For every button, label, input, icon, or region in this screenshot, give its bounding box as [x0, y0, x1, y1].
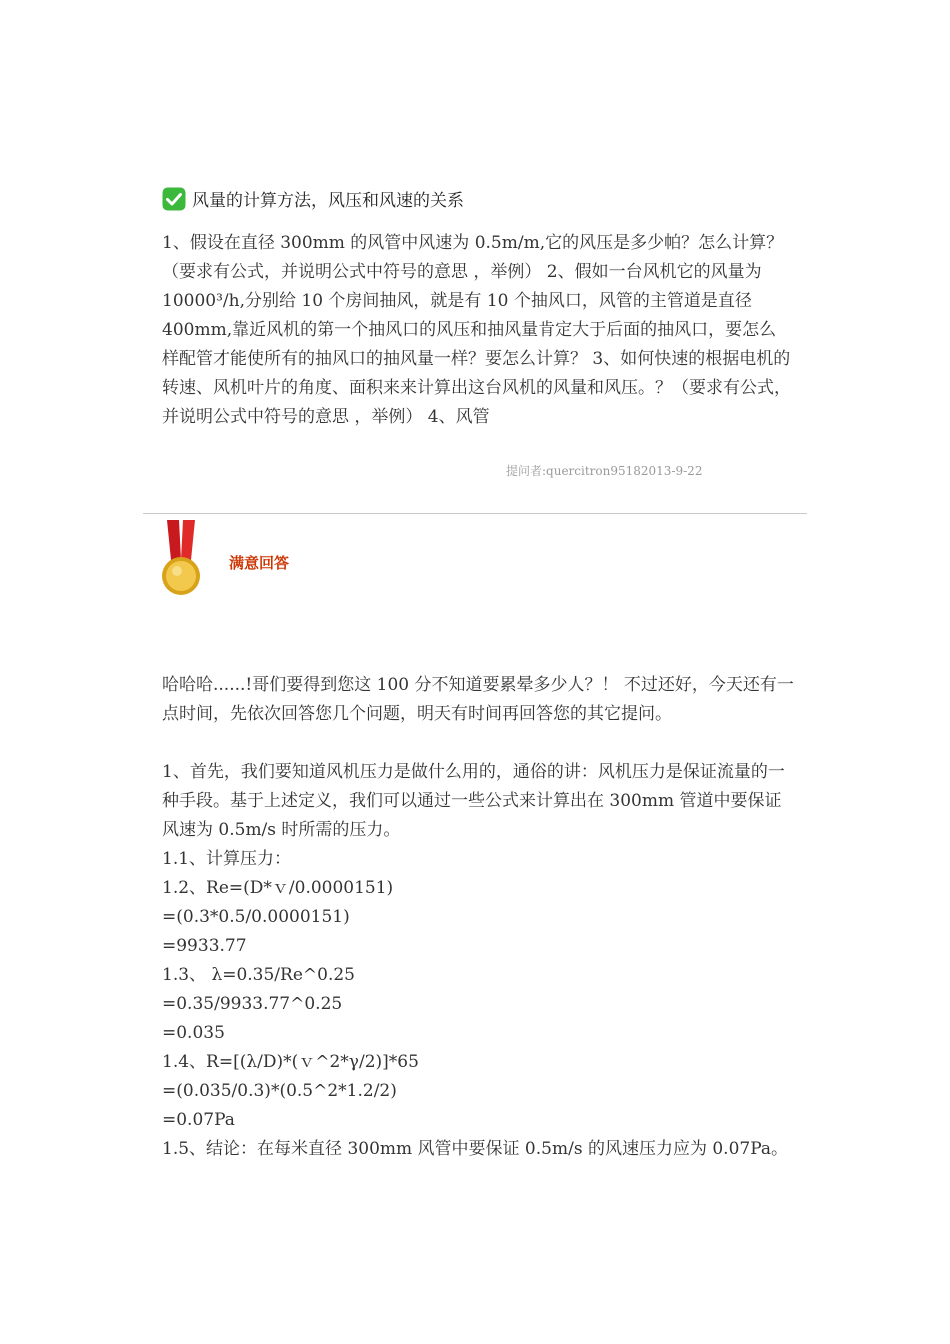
question-title: 风量的计算方法，风压和风速的关系 — [192, 191, 464, 211]
answer-body — [162, 671, 797, 1164]
medal-icon — [158, 520, 204, 600]
asker-info: 提问者:quercitron95182013-9-22 — [506, 464, 703, 478]
calc-line: =(0.035/0.3)*(0.5^2*1.2/2) — [162, 1081, 397, 1101]
answer-paragraph: 1、首先，我们要知道风机压力是做什么用的，通俗的讲：风机压力是保证流量的一种手段。基于上述定义，我们可以通过一些公式来计算出在 300mm 管道中要保证风速为 0.5m/s 时所需的压力。 — [162, 762, 785, 840]
best-answer-label: 满意回答 — [229, 554, 290, 572]
calc-line: 1.3、 λ=0.35/Re^0.25 — [162, 965, 355, 985]
calc-line: =(0.3*0.5/0.0000151) — [162, 907, 350, 927]
answer-conclusion: 1.5、结论：在每米直径 300mm 风管中要保证 0.5m/s 的风速压力应为 0.07Pa。 — [162, 1139, 789, 1159]
question-body: 1、假设在直径 300mm 的风管中风速为 0.5m/m,它的风压是多少帕？怎么计算？（要求有公式，并说明公式中符号的意思 ，举例） 2、假如一台风机它的风量为 10000³/h,分别给 10 个房间抽风，就是有 10 个抽风口，风管的主管道是直径 400mm,靠近风机的第一个抽风口的风压和抽风量肯定大于后面的抽风口，要怎么样配管才能使所有的抽风口的抽风量一样？要怎么计算？ 3、如何快速的根据电机的转速、风机叶片的角度、面积来来计算出这台风机的风量和风压。？（要求有公式，并说明公式中符号的意思 ，举例） 4、风管 — [162, 233, 791, 427]
check-icon — [162, 187, 186, 211]
calc-line: 1.1、计算压力： — [162, 849, 292, 869]
section-divider — [143, 513, 807, 514]
calc-line: =0.07Pa — [162, 1110, 235, 1130]
calc-line: 1.4、R=[(λ/D)*(ｖ^2*γ/2)]*65 — [162, 1052, 419, 1072]
calc-line: 1.2、Re=(D*ｖ/0.0000151) — [162, 878, 394, 898]
question-title-row — [162, 186, 464, 211]
calc-line: =0.035 — [162, 1023, 225, 1043]
paragraph-gap — [162, 729, 797, 758]
calc-line: =0.35/9933.77^0.25 — [162, 994, 343, 1014]
answer-intro: 哈哈哈......!哥们要得到您这 100 分不知道要累晕多少人？！ 不过还好，今天还有一点时间，先依次回答您几个问题，明天有时间再回答您的其它提问。 — [162, 675, 794, 724]
calc-line: =9933.77 — [162, 936, 247, 956]
